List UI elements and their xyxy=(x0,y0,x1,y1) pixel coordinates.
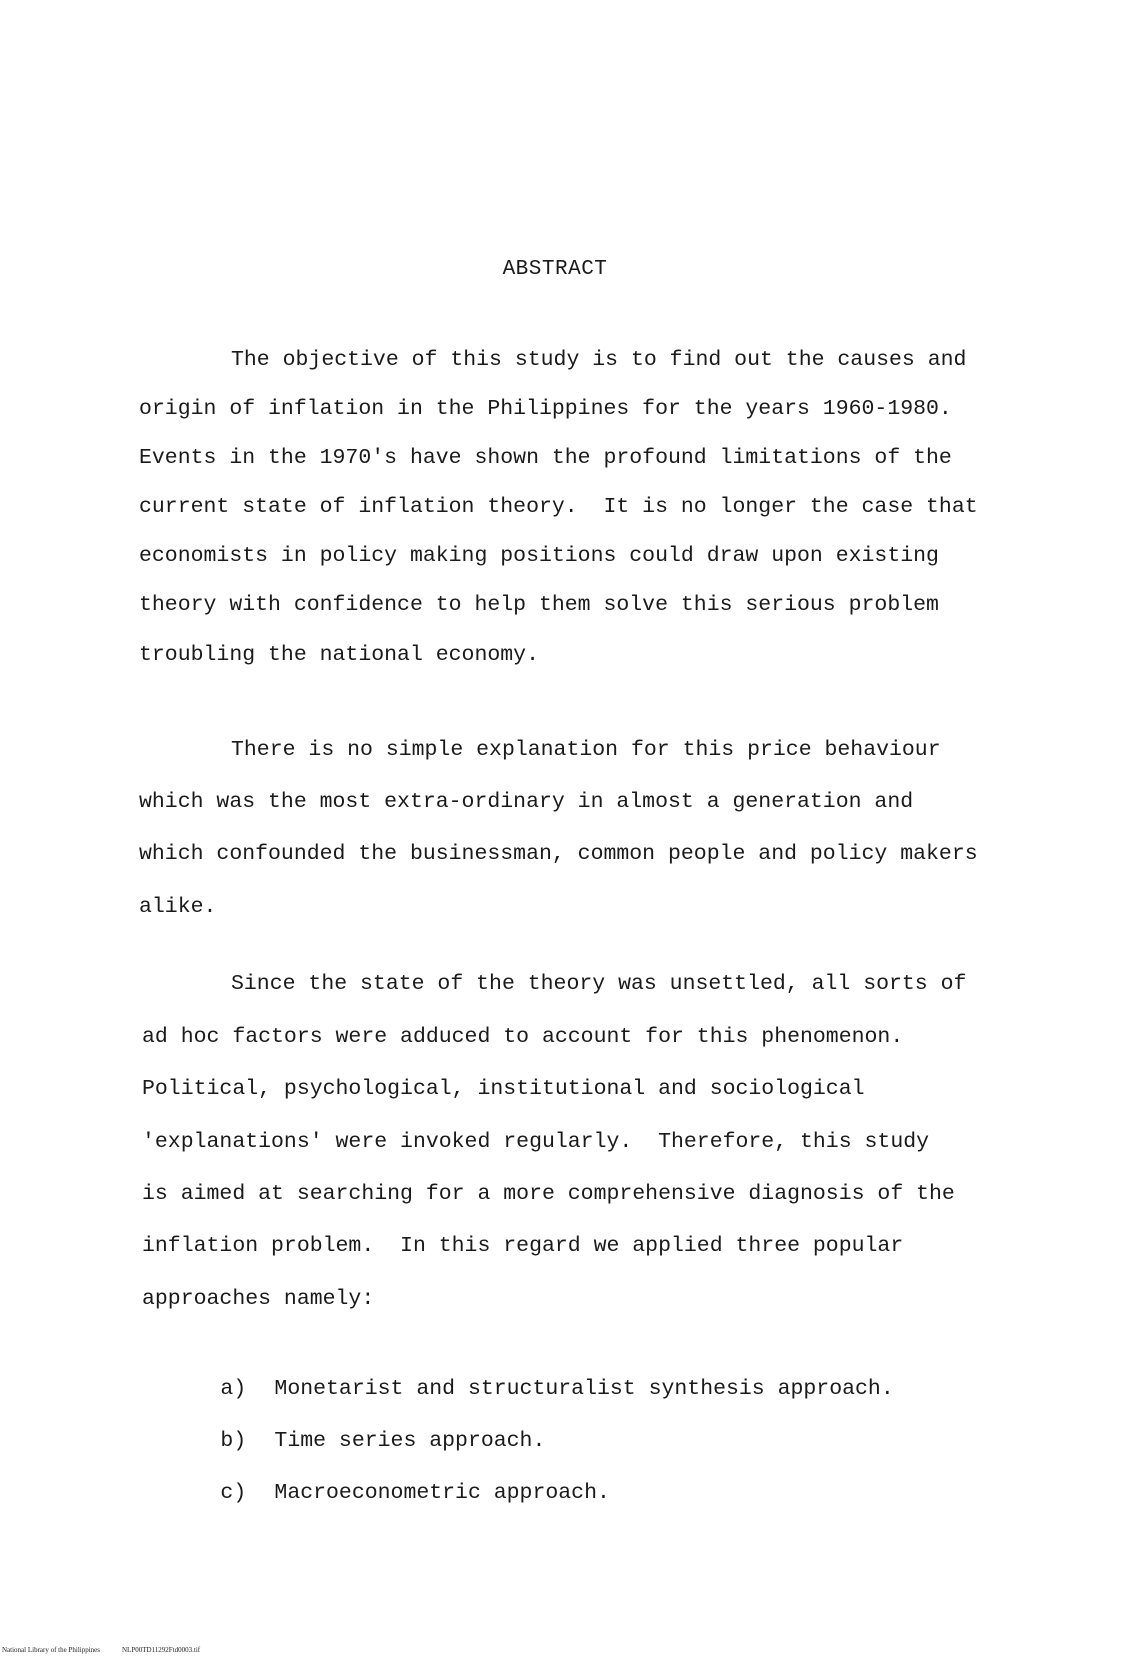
text-line: origin of inflation in the Philippines for the years 1960-1980. xyxy=(139,397,952,421)
text-line: current state of inflation theory. It is no longer the case that xyxy=(139,495,978,519)
list-marker: b) xyxy=(220,1429,247,1453)
abstract-heading: ABSTRACT xyxy=(502,258,608,281)
text-line: 'explanations' were invoked regularly. Therefore, this study xyxy=(142,1130,930,1154)
text-line: There is no simple explanation for this price behaviour xyxy=(231,738,941,762)
text-line: ad hoc factors were adduced to account for this phenomenon. xyxy=(142,1025,904,1049)
scan-footer xyxy=(2,1646,200,1654)
text-line: troubling the national economy. xyxy=(139,643,539,667)
text-line: economists in policy making positions could draw upon existing xyxy=(139,544,939,568)
text-line: Political, psychological, institutional and sociological xyxy=(142,1077,865,1101)
text-line: which confounded the businessman, common people and policy makers xyxy=(139,842,978,866)
list-marker: c) xyxy=(220,1481,247,1505)
list-marker: a) xyxy=(220,1377,247,1401)
list-item xyxy=(143,1454,610,1532)
text-line: The objective of this study is to find out the causes and xyxy=(231,348,967,372)
text-line: approaches namely: xyxy=(142,1287,375,1311)
text-line: inflation problem. In this regard we applied three popular xyxy=(142,1234,904,1258)
text-line: Since the state of the theory was unsettled, all sorts of xyxy=(231,972,967,996)
footer-file-id: NLP00TD11292Ftd0003.tif xyxy=(121,1646,201,1654)
text-line: which was the most extra-ordinary in almost a generation and xyxy=(139,790,914,814)
text-line: alike. xyxy=(139,895,217,919)
footer-library: National Library of the Philippines xyxy=(2,1646,100,1654)
list-item-text: Time series approach. xyxy=(274,1429,546,1453)
text-line: Events in the 1970's have shown the profound limitations of the xyxy=(139,446,952,470)
list-item-text: Monetarist and structuralist synthesis approach. xyxy=(274,1377,894,1401)
text-line: is aimed at searching for a more comprehensive diagnosis of the xyxy=(142,1182,955,1206)
text-line: theory with confidence to help them solve this serious problem xyxy=(139,593,939,617)
list-item-text: Macroeconometric approach. xyxy=(274,1481,610,1505)
